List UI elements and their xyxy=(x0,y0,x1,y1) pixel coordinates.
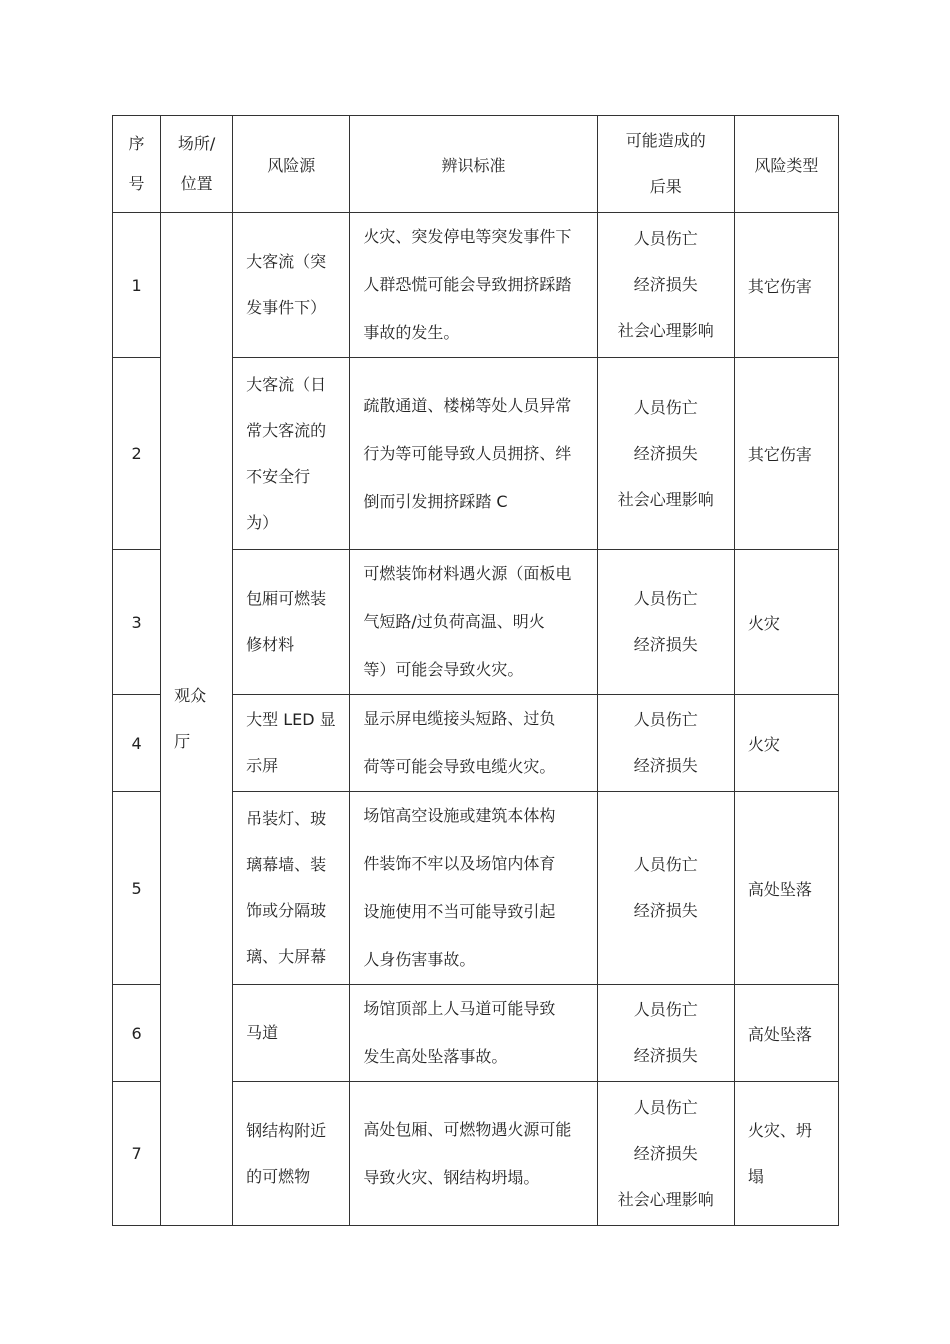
consequence: 人员伤亡 经济损失 社会心理影响 xyxy=(597,213,734,358)
consequence: 人员伤亡 经济损失 社会心理影响 xyxy=(597,358,734,550)
consequence: 人员伤亡 经济损失 xyxy=(597,550,734,695)
risk-source: 大客流（日 常大客流的 不安全行 为） xyxy=(233,358,350,550)
risk-source: 大型 LED 显 示屏 xyxy=(233,695,350,792)
header-no: 序 号 xyxy=(113,116,161,213)
header-source: 风险源 xyxy=(233,116,350,213)
location-cell: 观众 厅 xyxy=(161,213,233,1226)
identification-standard: 显示屏电缆接头短路、过负 荷等可能会导致电缆火灾。 xyxy=(350,695,597,792)
identification-standard: 场馆顶部上人马道可能导致 发生高处坠落事故。 xyxy=(350,985,597,1082)
header-location: 场所/ 位置 xyxy=(161,116,233,213)
risk-type: 火灾 xyxy=(734,695,838,792)
identification-standard: 疏散通道、楼梯等处人员异常 行为等可能导致人员拥挤、绊 倒而引发拥挤踩踏 C xyxy=(350,358,597,550)
row-no: 7 xyxy=(113,1082,161,1226)
risk-source: 钢结构附近 的可燃物 xyxy=(233,1082,350,1226)
risk-type: 火灾、坍 塌 xyxy=(734,1082,838,1226)
header-type: 风险类型 xyxy=(734,116,838,213)
consequence: 人员伤亡 经济损失 xyxy=(597,792,734,985)
identification-standard: 可燃装饰材料遇火源（面板电 气短路/过负荷高温、明火 等）可能会导致火灾。 xyxy=(350,550,597,695)
risk-type: 其它伤害 xyxy=(734,358,838,550)
risk-source: 吊装灯、玻 璃幕墙、装 饰或分隔玻 璃、大屏幕 xyxy=(233,792,350,985)
row-no: 2 xyxy=(113,358,161,550)
risk-source: 马道 xyxy=(233,985,350,1082)
risk-source: 大客流（突 发事件下） xyxy=(233,213,350,358)
risk-source: 包厢可燃装 修材料 xyxy=(233,550,350,695)
risk-type: 其它伤害 xyxy=(734,213,838,358)
row-no: 1 xyxy=(113,213,161,358)
row-no: 3 xyxy=(113,550,161,695)
consequence: 人员伤亡 经济损失 xyxy=(597,985,734,1082)
row-no: 6 xyxy=(113,985,161,1082)
row-no: 5 xyxy=(113,792,161,985)
header-standard: 辨识标准 xyxy=(350,116,597,213)
identification-standard: 高处包厢、可燃物遇火源可能 导致火灾、钢结构坍塌。 xyxy=(350,1082,597,1226)
identification-standard: 场馆高空设施或建筑本体构 件装饰不牢以及场馆内体育 设施使用不当可能导致引起 人身伤害事故。 xyxy=(350,792,597,985)
identification-standard: 火灾、突发停电等突发事件下 人群恐慌可能会导致拥挤踩踏 事故的发生。 xyxy=(350,213,597,358)
risk-type: 火灾 xyxy=(734,550,838,695)
table-row xyxy=(113,213,839,358)
header-consequence: 可能造成的 后果 xyxy=(597,116,734,213)
consequence: 人员伤亡 经济损失 xyxy=(597,695,734,792)
table-header-row xyxy=(113,116,839,213)
risk-type: 高处坠落 xyxy=(734,985,838,1082)
row-no: 4 xyxy=(113,695,161,792)
risk-type: 高处坠落 xyxy=(734,792,838,985)
risk-identification-table xyxy=(112,115,839,1226)
consequence: 人员伤亡 经济损失 社会心理影响 xyxy=(597,1082,734,1226)
